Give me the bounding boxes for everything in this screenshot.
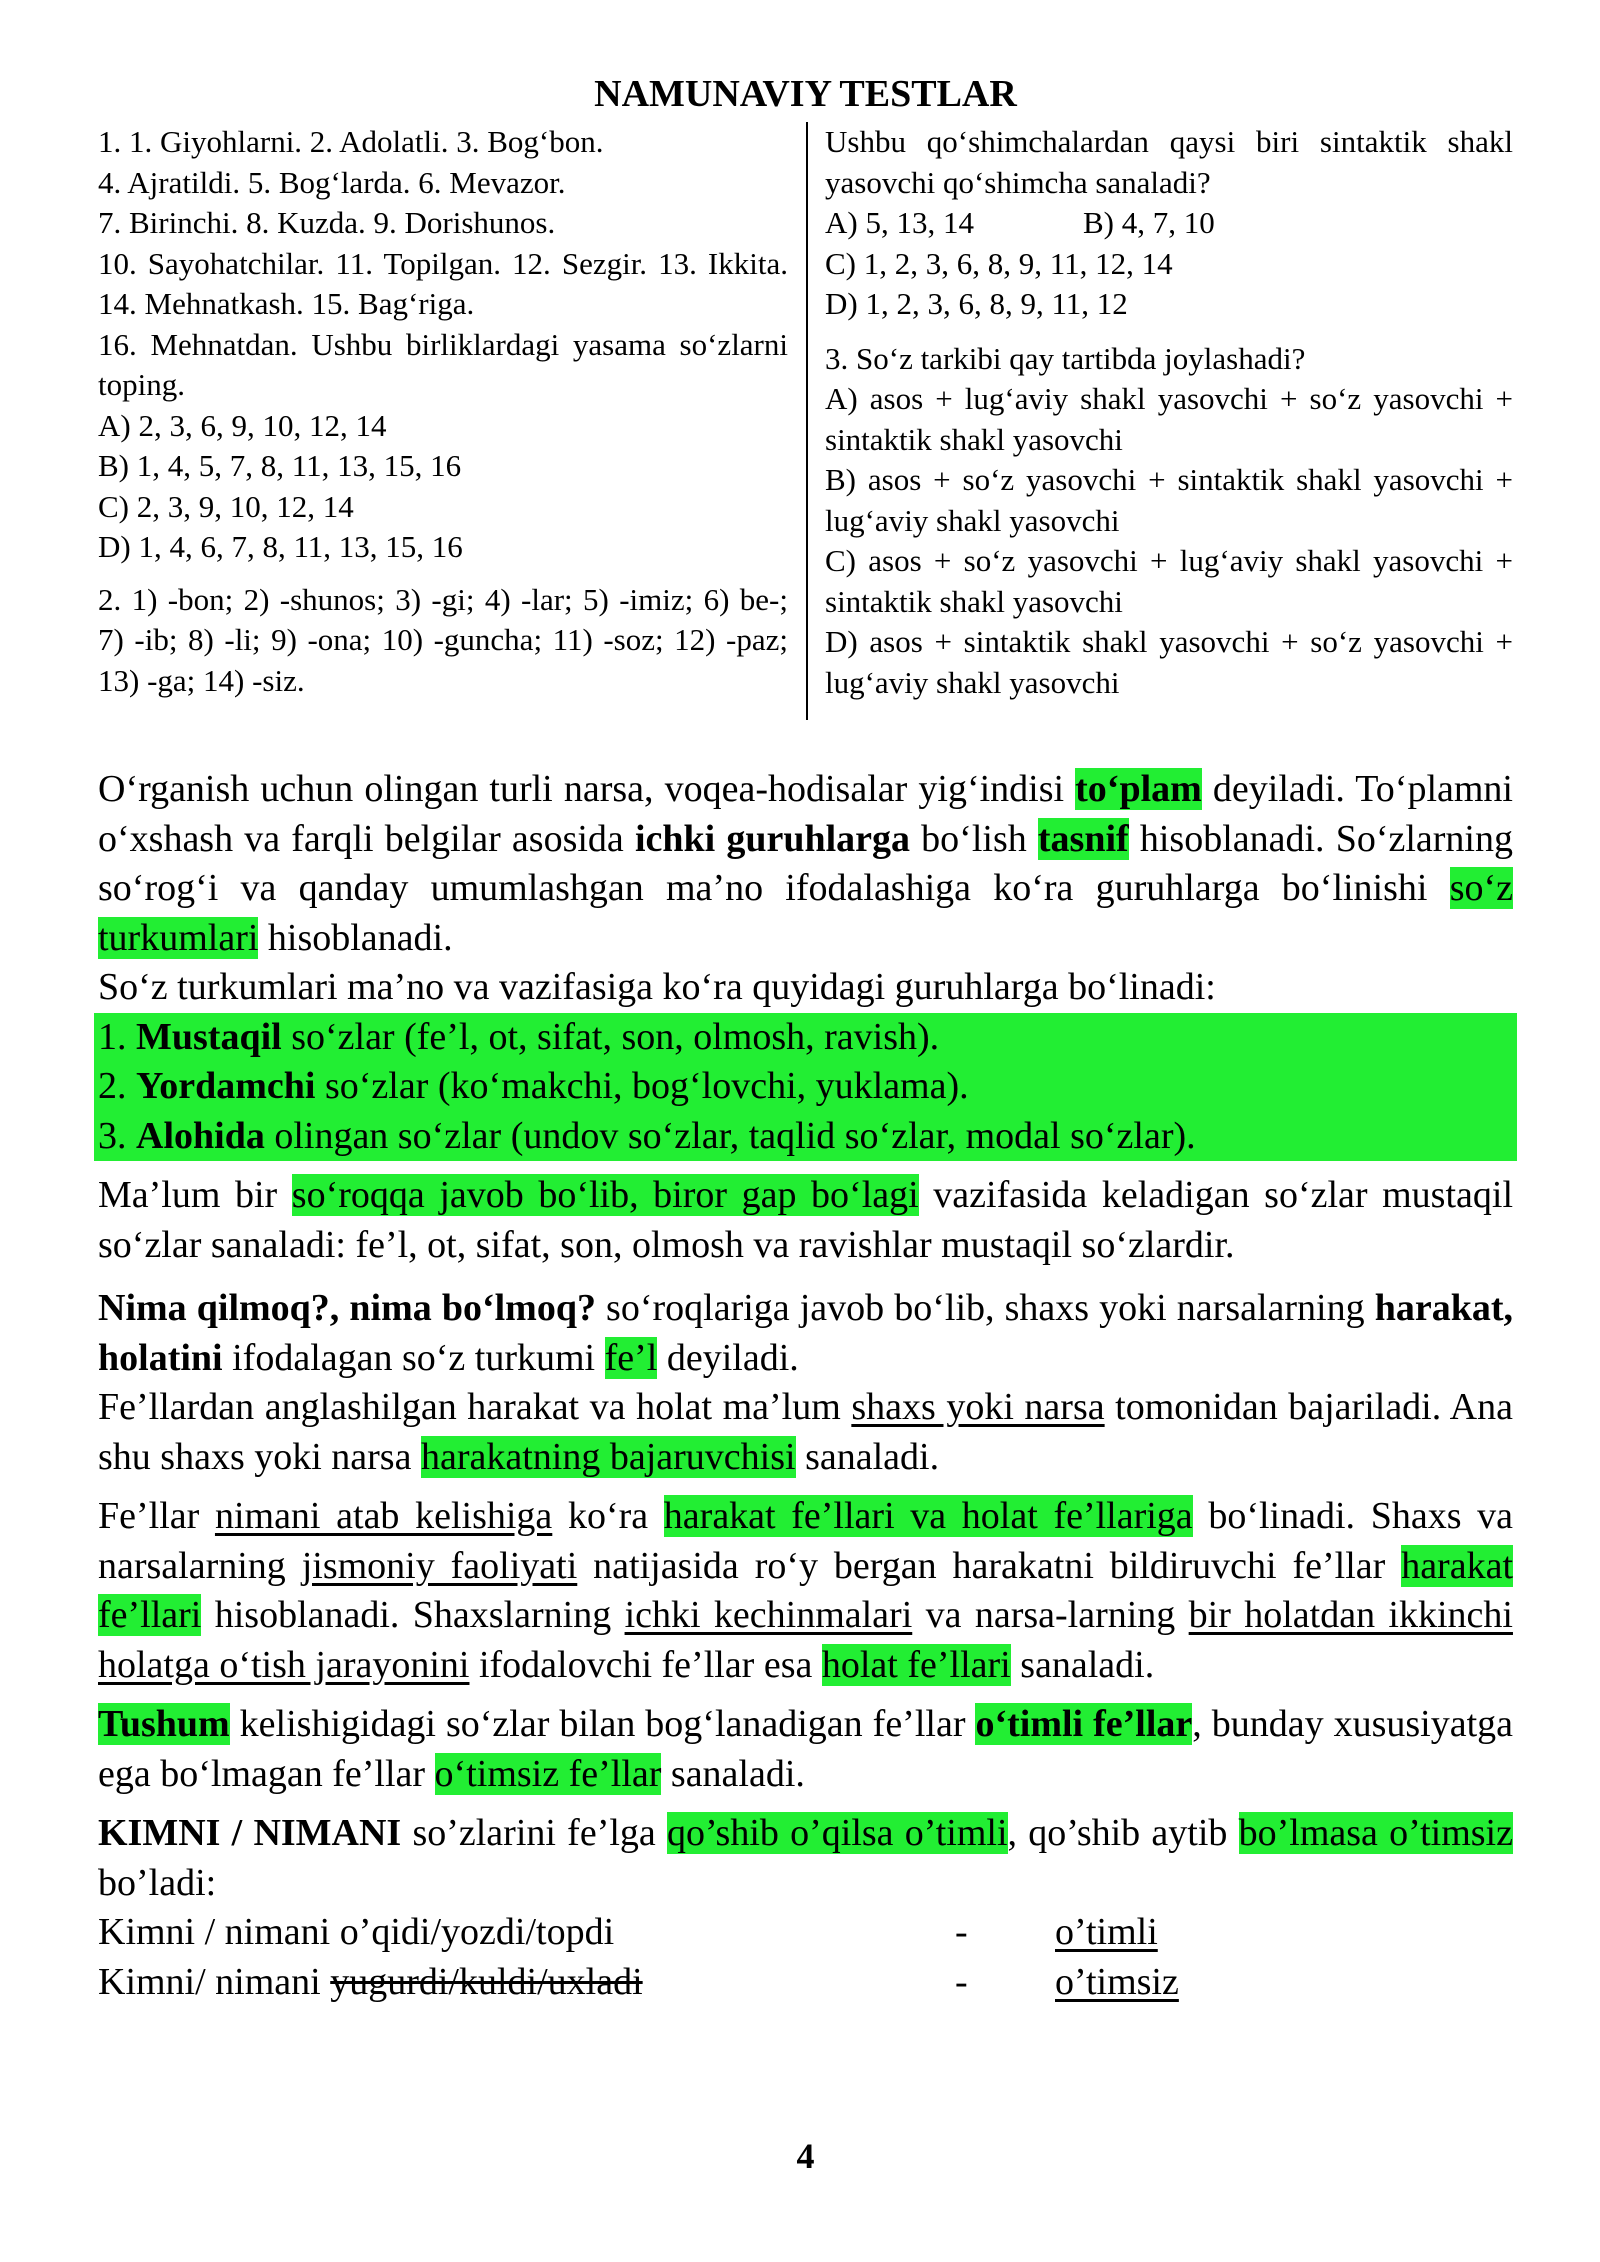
text: kelishigidagi so‘zlar bilan bog‘lanadigan fe’llar — [229, 1703, 976, 1745]
text: Fe’llardan anglashilgan harakat va holat ma’lum — [98, 1386, 852, 1428]
example-row — [98, 1958, 1513, 2008]
text: olingan so‘zlar (undov so‘zlar, taqlid so‘zlar, modal so‘zlar). — [264, 1114, 1196, 1157]
q1-line: 16. Mehnatdan. Ushbu birliklardagi yasama so‘zlarni toping. — [98, 326, 788, 402]
page-title: NAMUNAVIY TESTLAR — [594, 73, 1017, 115]
text: so‘zlar (ko‘makchi, bog‘lovchi, yuklama). — [315, 1065, 969, 1107]
paragraph-harakat-holat — [98, 1492, 1513, 1690]
text: hisoblanadi. — [258, 916, 453, 959]
q3-question: 3. So‘z tarkibi qay tartibda joylashadi? — [825, 340, 1306, 376]
q1-line: 7. Birinchi. 8. Kuzda. 9. Dorishunos. — [98, 205, 556, 240]
right-column — [825, 122, 1513, 703]
text: bo‘lish — [910, 817, 1038, 860]
highlight-term: fe’l — [604, 1336, 658, 1379]
q3-option-c: C) asos + so‘z yasovchi + lug‘aviy shakl yasovchi + sintaktik shakl yasovchi — [825, 543, 1513, 619]
highlight-term: so‘z turkumlari — [98, 867, 1513, 959]
q2-option-b: B) 4, 7, 10 — [1083, 205, 1215, 240]
groups-highlight-box — [94, 1013, 1517, 1162]
bold-term: Alohida — [136, 1114, 265, 1157]
q1-line: 1. 1. Giyohlarni. 2. Adolatli. 3. Bog‘bon. — [98, 124, 604, 159]
underlined-term: nimani atab kelishiga — [214, 1495, 553, 1537]
text: sanaladi. — [1010, 1643, 1155, 1686]
text: deyiladi. — [657, 1336, 799, 1379]
group-item — [98, 1062, 1513, 1112]
paragraph-otimli — [98, 1700, 1513, 1799]
highlight-term: harakat fe’llari va holat fe’llariga — [663, 1495, 1193, 1537]
bold-term: harakat, holatini — [98, 1287, 1513, 1379]
highlight-term: holat fe’llari — [821, 1643, 1011, 1686]
text: Kimni/ nimani — [98, 1960, 331, 2003]
text: hisoblanadi. So‘zlarning so‘rog‘i va qanday umumlashgan ma’no ifodalashiga ko‘ra guruhlarga bo‘linishi — [98, 817, 1513, 909]
highlight-term: Tushum — [98, 1703, 230, 1745]
highlight-term: so‘roqqa javob bo‘lib, biror gap bo‘lagi — [291, 1174, 919, 1216]
underlined-term: shaxs yoki narsa — [851, 1386, 1105, 1428]
paragraph-mustaqil — [98, 1171, 1513, 1270]
text: deyiladi. To‘plamni o‘xshash va farqli belgilar asosida — [98, 768, 1513, 860]
left-column — [98, 122, 788, 701]
highlight-term: qo’shib o’qilsa o’timli — [667, 1812, 1008, 1854]
highlight-term: harakat fe’llari — [98, 1544, 1513, 1636]
text: 1. — [98, 1015, 136, 1058]
column-divider — [806, 122, 808, 720]
q3-option-d: D) asos + sintaktik shakl yasovchi + so‘z yasovchi + lug‘aviy shakl yasovchi — [825, 624, 1513, 700]
bold-term: Yordamchi — [136, 1065, 316, 1107]
q2-options-ab — [825, 203, 1513, 244]
example-result: o’timsiz — [1055, 1960, 1179, 2003]
text: Ma’lum bir — [98, 1174, 292, 1216]
text: ifodalagan so‘z turkumi — [222, 1336, 605, 1379]
paragraph-kimni-nimani — [98, 1809, 1513, 1908]
example-row — [98, 1908, 1513, 1958]
text: so‘roqlariga javob bo‘lib, shaxs yoki narsalarning — [595, 1287, 1375, 1329]
q1-option-b: B) 1, 4, 5, 7, 8, 11, 13, 15, 16 — [98, 448, 462, 483]
q1-option-c: C) 2, 3, 9, 10, 12, 14 — [98, 488, 354, 524]
text: tomonidan bajariladi. Ana shu shaxs yoki narsa — [98, 1386, 1513, 1478]
bold-term: Mustaqil — [136, 1015, 282, 1058]
q2-text: 2. 1) -bon; 2) -shunos; 3) -gi; 4) -lar; 5) -imiz; 6) be-; 7) -ib; 8) -li; 9) -ona; 10) -guncha; 11) -soz; 12) -paz; 13) -ga; 14) -siz. — [98, 581, 788, 698]
text: sanaladi. — [795, 1435, 940, 1478]
highlight-term: o‘timsiz fe’llar — [434, 1752, 662, 1795]
text: 3. — [98, 1114, 136, 1157]
text: ifodalovchi fe’llar esa — [469, 1643, 822, 1686]
example-dash: - — [955, 1911, 968, 1953]
group-item — [98, 1013, 1513, 1063]
q1-option-d: D) 1, 4, 6, 7, 8, 11, 13, 15, 16 — [98, 529, 463, 564]
example-result: o’timli — [1055, 1911, 1158, 1953]
text: Fe’llar — [98, 1495, 215, 1537]
text: , qo’shib aytib — [1007, 1812, 1239, 1854]
q1-line: 10. Sayohatchilar. 11. Topilgan. 12. Sezgir. 13. Ikkita. 14. Mehnatkash. 15. Bag‘riga. — [98, 245, 788, 321]
main-text — [98, 765, 1513, 2007]
underlined-term: jismoniy faoliyati — [301, 1544, 578, 1587]
text: ko‘ra — [552, 1495, 664, 1537]
text: 2. — [98, 1065, 136, 1107]
text: sanaladi. — [661, 1752, 805, 1795]
q2-option-d: D) 1, 2, 3, 6, 8, 9, 11, 12 — [825, 286, 1128, 321]
text: va narsa-larning — [912, 1594, 1189, 1636]
text: hisoblanadi. Shaxslarning — [201, 1594, 625, 1636]
text: , bunday xususiyatga ega bo‘lmagan fe’llar — [98, 1703, 1514, 1795]
paragraph-fel — [98, 1284, 1513, 1383]
text: O‘rganish uchun olingan turli narsa, voqea-hodisalar yig‘indisi — [98, 768, 1076, 810]
bold-term: Nima qilmoq?, nima bo‘lmoq? — [98, 1287, 596, 1329]
paragraph-toplam — [98, 765, 1513, 963]
highlight-term: harakatning bajaruvchisi — [420, 1435, 796, 1478]
underlined-term: ichki kechinmalari — [624, 1594, 913, 1636]
highlight-term: o‘timli fe’llar — [975, 1703, 1193, 1745]
q1-option-a: A) 2, 3, 6, 9, 10, 12, 14 — [98, 407, 387, 443]
text: so’zlarini fe’lga — [401, 1812, 667, 1854]
group-item — [98, 1112, 1513, 1162]
example-dash: - — [955, 1960, 968, 2003]
q1-line: 4. Ajratildi. 5. Bog‘larda. 6. Mevazor. — [98, 164, 566, 200]
struck-text: yugurdi/kuldi/uxladi — [330, 1960, 643, 2003]
q3-option-a: A) asos + lug‘aviy shakl yasovchi + so‘z yasovchi + sintaktik shakl yasovchi — [825, 381, 1513, 457]
paragraph-bajaruvchi — [98, 1383, 1513, 1482]
example-text: Kimni / nimani o’qidi/yozdi/topdi — [98, 1911, 615, 1953]
bold-term: ichki guruhlarga — [634, 817, 911, 860]
underlined-term: bir holatdan ikkinchi holatga o‘tish jarayonini — [98, 1594, 1513, 1686]
text: bo’ladi: — [98, 1861, 217, 1904]
q2-option-a: A) 5, 13, 14 — [825, 205, 974, 240]
q2-option-c: C) 1, 2, 3, 6, 8, 9, 11, 12, 14 — [825, 245, 1173, 281]
text: natijasida ro‘y bergan harakatni bildiruvchi fe’llar — [577, 1544, 1402, 1587]
text: bo‘linadi. Shaxs va narsalarning — [98, 1495, 1514, 1587]
paragraph-groups-intro: So‘z turkumlari ma’no va vazifasiga ko‘ra quyidagi guruhlarga bo‘linadi: — [98, 966, 1216, 1008]
highlight-term: tasnif — [1037, 817, 1129, 860]
highlight-term: to‘plam — [1075, 768, 1202, 810]
highlight-term: bo’lmasa o’timsiz — [1238, 1812, 1513, 1854]
q3-option-b: B) asos + so‘z yasovchi + sintaktik shakl yasovchi + lug‘aviy shakl yasovchi — [825, 462, 1513, 538]
text: so‘zlar (fe’l, ot, sifat, son, olmosh, ravish). — [281, 1015, 940, 1058]
bold-term: KIMNI / NIMANI — [98, 1812, 402, 1854]
text: vazifasida keladigan so‘zlar mustaqil so‘zlar sanaladi: fe’l, ot, sifat, son, olmosh va ravishlar mustaqil so‘zlardir. — [98, 1174, 1514, 1266]
q2-question: Ushbu qo‘shimchalardan qaysi biri sintaktik shakl yasovchi qo‘shimcha sanaladi? — [825, 124, 1513, 200]
example-text — [98, 1958, 643, 2008]
tests-columns — [98, 122, 1513, 722]
page-number: 4 — [796, 2136, 815, 2176]
